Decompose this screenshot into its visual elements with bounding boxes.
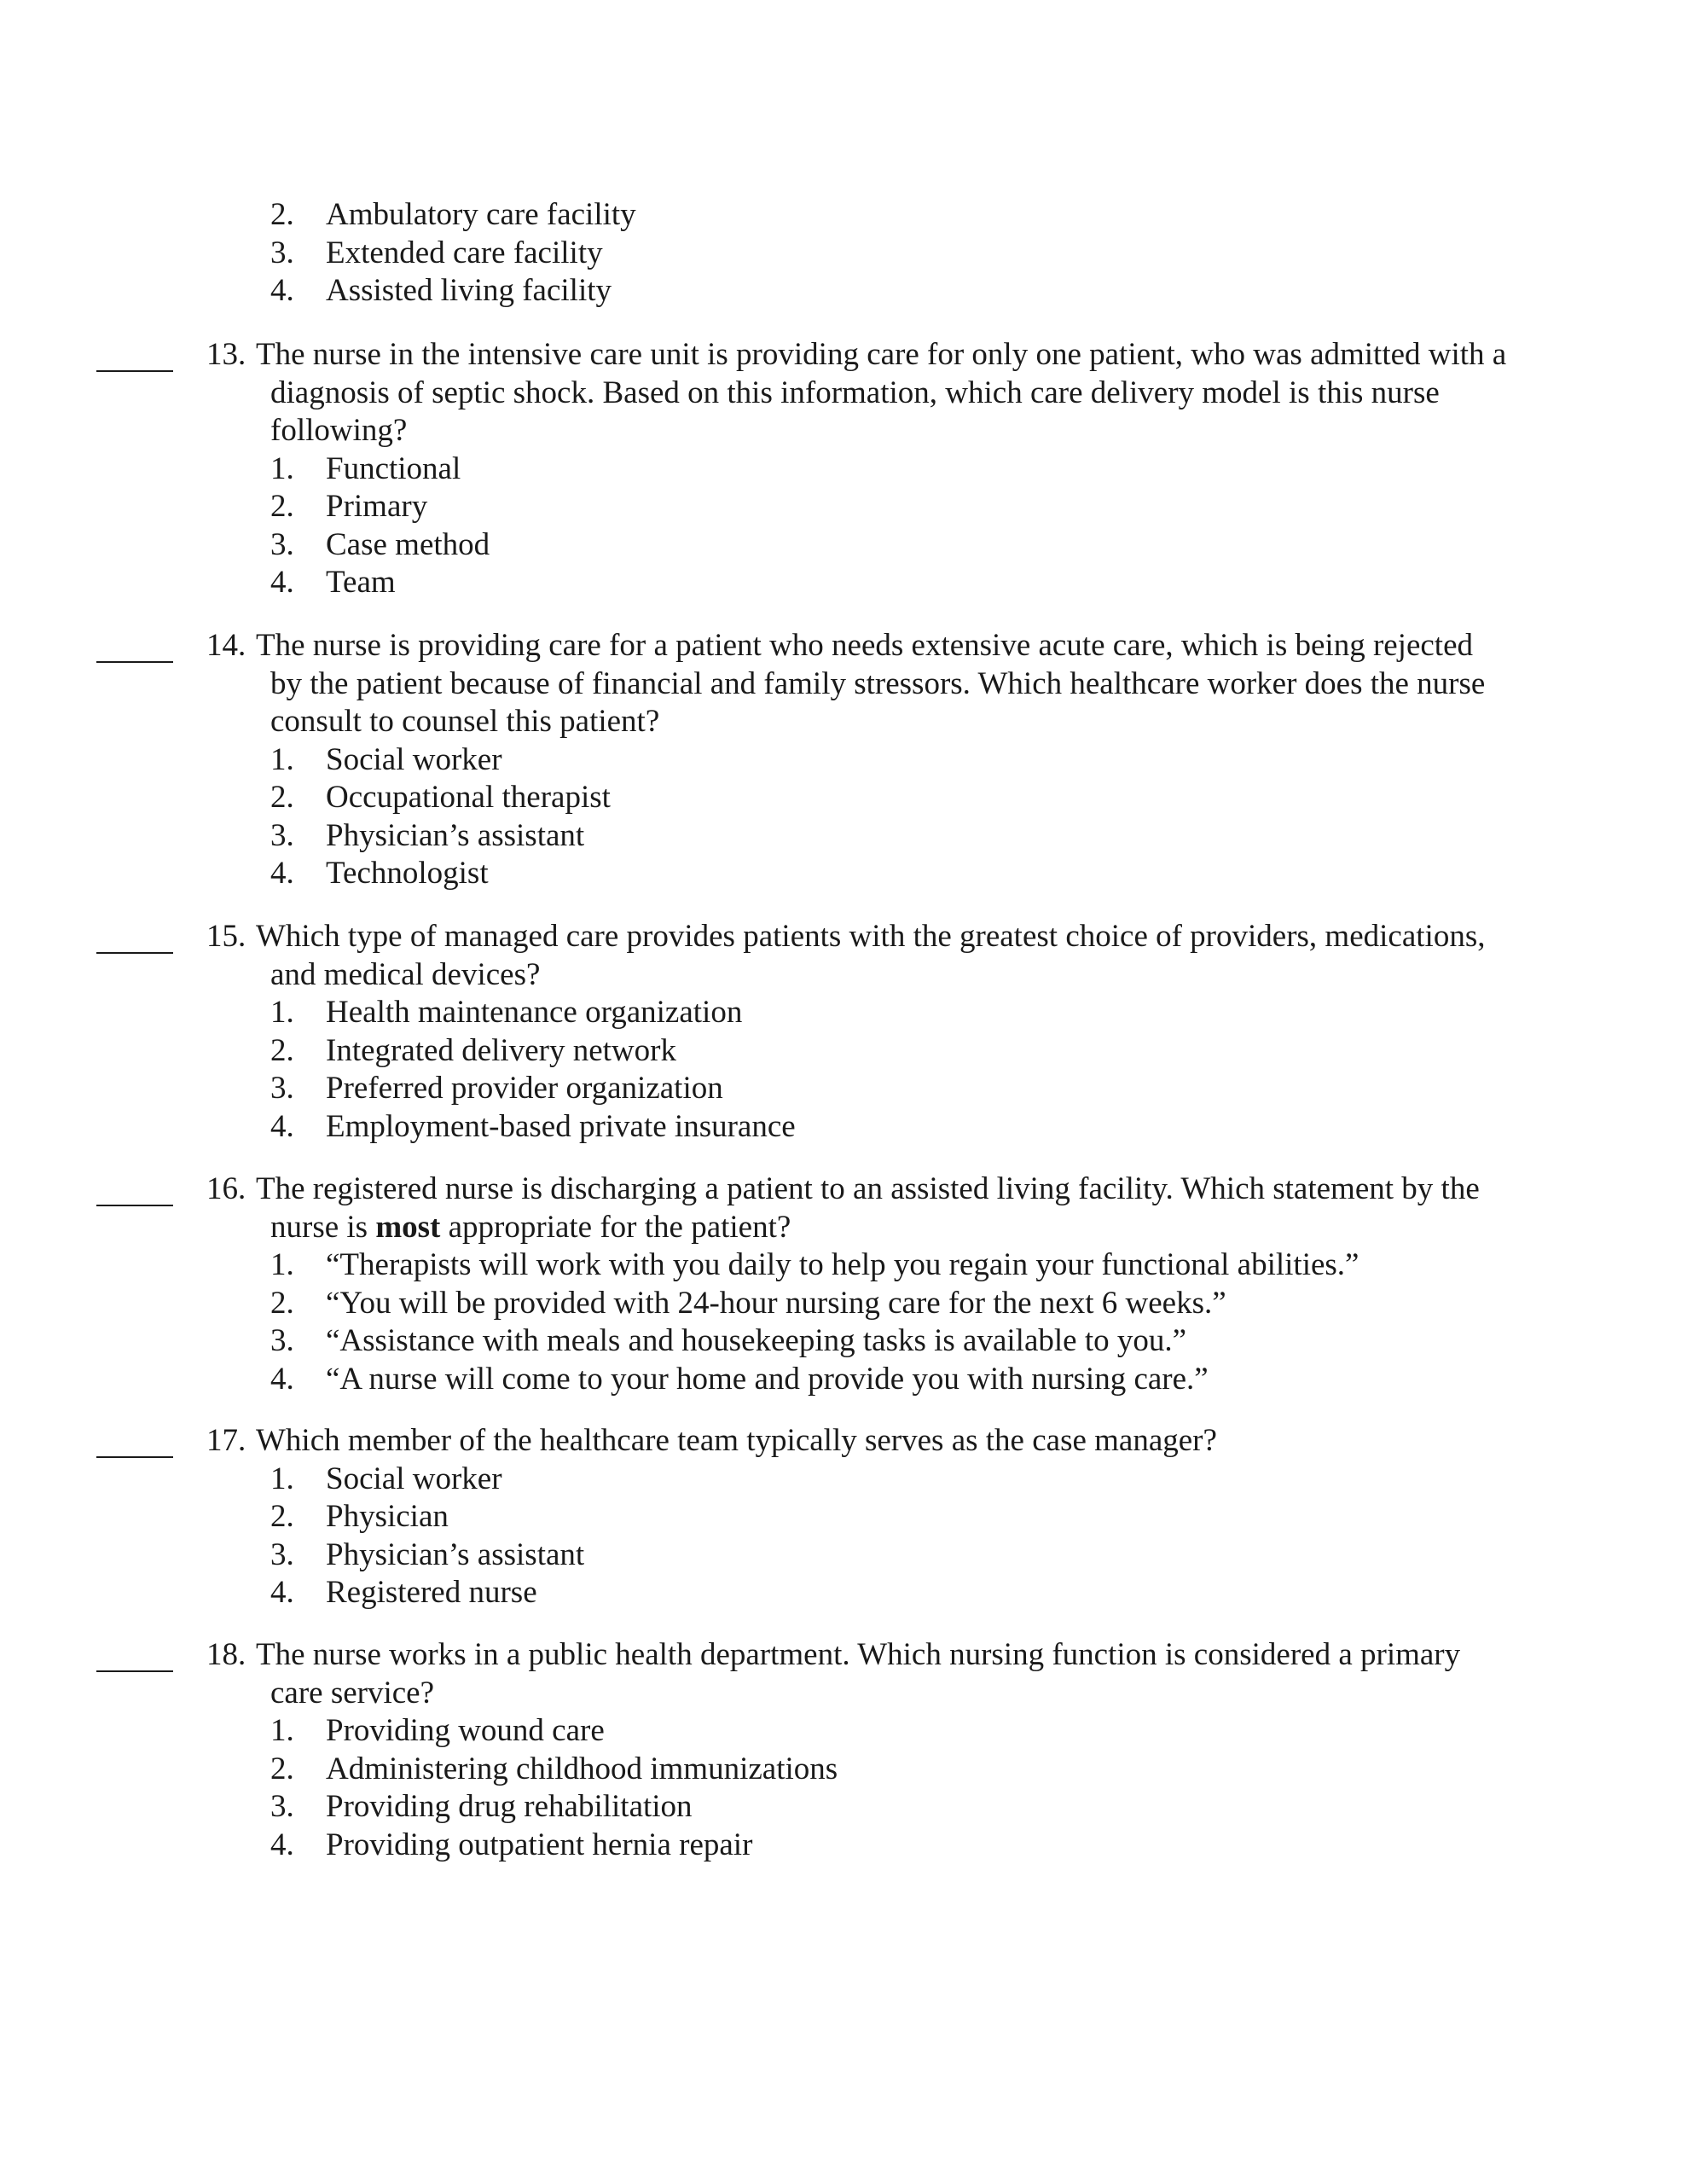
option-text: Employment-based private insurance bbox=[326, 1108, 796, 1144]
option-number: 3. bbox=[270, 1536, 294, 1572]
option-number: 2. bbox=[270, 1032, 294, 1068]
option-item bbox=[0, 1032, 1687, 1071]
option-item bbox=[0, 817, 1687, 856]
option-text: Primary bbox=[326, 489, 428, 524]
option-text: Team bbox=[326, 565, 396, 600]
option-item bbox=[0, 779, 1687, 817]
question-number: 15. bbox=[206, 919, 246, 954]
option-text: Health maintenance organization bbox=[326, 995, 743, 1030]
option-item bbox=[0, 1788, 1687, 1827]
option-item bbox=[0, 741, 1687, 780]
option-number: 4. bbox=[270, 1108, 294, 1144]
option-number: 2. bbox=[270, 489, 294, 524]
option-text: Administering childhood immunizations bbox=[326, 1751, 838, 1786]
option-item bbox=[0, 272, 1687, 311]
option-item bbox=[0, 1322, 1687, 1361]
question-number: 14. bbox=[206, 628, 246, 663]
option-text: Providing wound care bbox=[326, 1713, 605, 1748]
option-text: Assisted living facility bbox=[326, 273, 612, 308]
option-text: Preferred provider organization bbox=[326, 1071, 723, 1106]
question-stem-line: care service? bbox=[270, 1675, 435, 1711]
option-item bbox=[0, 855, 1687, 893]
option-text: Ambulatory care facility bbox=[326, 197, 636, 232]
question-stem-line: The nurse works in a public health department. Which nursing function is considered a primary bbox=[256, 1637, 1461, 1672]
option-number: 3. bbox=[270, 1789, 294, 1824]
option-number: 4. bbox=[270, 565, 294, 600]
option-text: Social worker bbox=[326, 741, 502, 777]
question-13 bbox=[0, 336, 1687, 602]
option-text: Social worker bbox=[326, 1461, 502, 1496]
option-text: Physician bbox=[326, 1499, 449, 1534]
option-text: Case method bbox=[326, 526, 490, 562]
question-stem-line: The registered nurse is discharging a patient to an assisted living facility. Which statement by the bbox=[256, 1171, 1480, 1206]
option-text: Occupational therapist bbox=[326, 780, 611, 815]
option-number: 4. bbox=[270, 1827, 294, 1862]
option-text: “You will be provided with 24-hour nursing care for the next 6 weeks.” bbox=[326, 1285, 1226, 1321]
option-item bbox=[0, 1712, 1687, 1751]
question-stem-line: and medical devices? bbox=[270, 956, 541, 992]
question-stem-line: diagnosis of septic shock. Based on this information, which care delivery model is this nurse bbox=[270, 375, 1440, 410]
option-item bbox=[0, 1536, 1687, 1575]
option-number: 3. bbox=[270, 817, 294, 853]
option-item bbox=[0, 1246, 1687, 1285]
emphasis-word: most bbox=[375, 1209, 441, 1245]
option-number: 1. bbox=[270, 1713, 294, 1748]
option-text: Integrated delivery network bbox=[326, 1032, 676, 1068]
option-number: 3. bbox=[270, 1071, 294, 1106]
question-number: 17. bbox=[206, 1423, 246, 1458]
option-item bbox=[0, 1574, 1687, 1612]
option-item bbox=[0, 994, 1687, 1032]
option-item bbox=[0, 1498, 1687, 1536]
option-number: 4. bbox=[270, 1575, 294, 1610]
option-item bbox=[0, 1461, 1687, 1499]
option-item bbox=[0, 450, 1687, 489]
option-number: 1. bbox=[270, 1461, 294, 1496]
option-item bbox=[0, 1070, 1687, 1108]
question-stem-line: consult to counsel this patient? bbox=[270, 704, 660, 739]
question-stem-line: Which type of managed care provides patients with the greatest choice of providers, medications, bbox=[256, 919, 1486, 954]
question-stem-line: following? bbox=[270, 413, 408, 448]
option-number: 1. bbox=[270, 450, 294, 486]
continued-option-list bbox=[0, 196, 1687, 311]
option-number: 2. bbox=[270, 1285, 294, 1321]
option-number: 4. bbox=[270, 1361, 294, 1397]
question-number: 13. bbox=[206, 337, 246, 372]
option-item bbox=[0, 1751, 1687, 1789]
question-17 bbox=[0, 1422, 1687, 1612]
option-number: 4. bbox=[270, 273, 294, 308]
option-text: Providing outpatient hernia repair bbox=[326, 1827, 753, 1862]
option-item bbox=[0, 235, 1687, 273]
option-text: Extended care facility bbox=[326, 235, 603, 270]
option-number: 2. bbox=[270, 1751, 294, 1786]
option-text: “Therapists will work with you daily to help you regain your functional abilities.” bbox=[326, 1247, 1359, 1282]
option-item bbox=[0, 1361, 1687, 1399]
option-text: Physician’s assistant bbox=[326, 1536, 585, 1572]
question-stem-line: by the patient because of financial and family stressors. Which healthcare worker does the nurse bbox=[270, 665, 1486, 701]
option-number: 1. bbox=[270, 1247, 294, 1282]
option-number: 4. bbox=[270, 856, 294, 891]
option-number: 3. bbox=[270, 526, 294, 562]
option-text: Registered nurse bbox=[326, 1575, 537, 1610]
option-number: 3. bbox=[270, 235, 294, 270]
option-text: “A nurse will come to your home and provide you with nursing care.” bbox=[326, 1361, 1209, 1397]
option-text: Technologist bbox=[326, 856, 489, 891]
option-item bbox=[0, 1108, 1687, 1147]
question-16 bbox=[0, 1170, 1687, 1398]
question-stem-line: The nurse is providing care for a patient who needs extensive acute care, which is being rejected bbox=[256, 628, 1474, 663]
option-item bbox=[0, 1285, 1687, 1323]
question-stem-line: Which member of the healthcare team typically serves as the case manager? bbox=[256, 1423, 1217, 1458]
option-text: Providing drug rehabilitation bbox=[326, 1789, 693, 1824]
option-text: Functional bbox=[326, 450, 461, 486]
option-number: 1. bbox=[270, 741, 294, 777]
option-item bbox=[0, 488, 1687, 526]
option-text: Physician’s assistant bbox=[326, 817, 585, 853]
option-number: 1. bbox=[270, 995, 294, 1030]
option-number: 2. bbox=[270, 780, 294, 815]
question-number: 16. bbox=[206, 1171, 246, 1206]
question-stem-line: nurse is most appropriate for the patient? bbox=[270, 1209, 791, 1245]
option-item bbox=[0, 564, 1687, 602]
option-item bbox=[0, 526, 1687, 565]
question-18 bbox=[0, 1636, 1687, 1864]
question-14 bbox=[0, 627, 1687, 893]
option-number: 2. bbox=[270, 1499, 294, 1534]
option-text: “Assistance with meals and housekeeping tasks is available to you.” bbox=[326, 1323, 1187, 1358]
option-number: 3. bbox=[270, 1323, 294, 1358]
option-item bbox=[0, 1827, 1687, 1865]
question-15 bbox=[0, 918, 1687, 1146]
question-stem-line: The nurse in the intensive care unit is providing care for only one patient, who was admitted with a bbox=[256, 337, 1507, 372]
option-number: 2. bbox=[270, 197, 294, 232]
question-number: 18. bbox=[206, 1637, 246, 1672]
option-item bbox=[0, 196, 1687, 235]
